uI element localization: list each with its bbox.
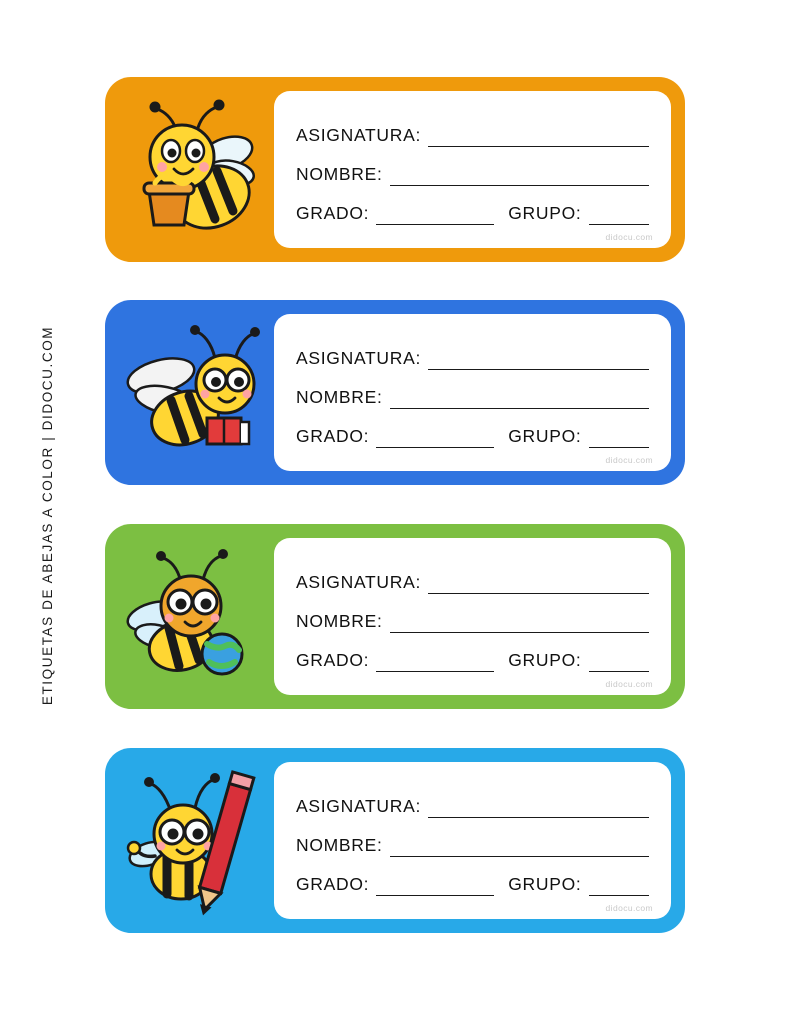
name-label: NOMBRE:	[296, 164, 383, 184]
watermark-text: didocu.com	[605, 903, 653, 913]
subject-field-row	[296, 121, 649, 147]
name-field-row	[296, 160, 649, 186]
grade-label: GRADO:	[296, 874, 370, 894]
grade-input-line[interactable]	[376, 879, 494, 896]
fields-zone-2	[274, 314, 671, 471]
group-input-line[interactable]	[589, 655, 650, 672]
name-input-line[interactable]	[390, 840, 649, 857]
name-field-row	[296, 831, 649, 857]
subject-field-row	[296, 792, 649, 818]
fields-zone-1	[274, 91, 671, 248]
label-card-2	[105, 300, 685, 485]
subject-label: ASIGNATURA:	[296, 796, 422, 816]
grade-input-line[interactable]	[376, 655, 494, 672]
group-input-line[interactable]	[589, 431, 650, 448]
watermark-text: didocu.com	[605, 455, 653, 465]
bee-with-glasses-and-book-icon	[119, 314, 274, 471]
name-input-line[interactable]	[390, 616, 649, 633]
grade-input-line[interactable]	[376, 431, 494, 448]
grade-label: GRADO:	[296, 203, 370, 223]
label-card-4	[105, 748, 685, 933]
subject-label: ASIGNATURA:	[296, 125, 422, 145]
name-field-row	[296, 383, 649, 409]
label-card-1	[105, 77, 685, 262]
subject-input-line[interactable]	[428, 801, 649, 818]
grade-input-line[interactable]	[376, 208, 494, 225]
grade-group-field-row	[296, 870, 649, 896]
bee-with-honey-pot-icon	[119, 91, 274, 248]
grade-group-field-row	[296, 422, 649, 448]
subject-input-line[interactable]	[428, 353, 649, 370]
group-label: GRUPO:	[508, 650, 582, 670]
bee-with-globe-icon	[119, 538, 274, 695]
grade-group-field-row	[296, 199, 649, 225]
group-label: GRUPO:	[508, 874, 582, 894]
subject-field-row	[296, 344, 649, 370]
group-input-line[interactable]	[589, 879, 650, 896]
grade-label: GRADO:	[296, 426, 370, 446]
subject-label: ASIGNATURA:	[296, 572, 422, 592]
label-card-3	[105, 524, 685, 709]
fields-zone-3	[274, 538, 671, 695]
name-input-line[interactable]	[390, 169, 649, 186]
name-label: NOMBRE:	[296, 387, 383, 407]
subject-input-line[interactable]	[428, 130, 649, 147]
group-label: GRUPO:	[508, 426, 582, 446]
grade-label: GRADO:	[296, 650, 370, 670]
group-label: GRUPO:	[508, 203, 582, 223]
group-input-line[interactable]	[589, 208, 650, 225]
watermark-text: didocu.com	[605, 232, 653, 242]
watermark-text: didocu.com	[605, 679, 653, 689]
name-field-row	[296, 607, 649, 633]
subject-field-row	[296, 568, 649, 594]
name-label: NOMBRE:	[296, 835, 383, 855]
subject-input-line[interactable]	[428, 577, 649, 594]
fields-zone-4	[274, 762, 671, 919]
sheet-side-caption	[34, 280, 62, 750]
name-input-line[interactable]	[390, 392, 649, 409]
sheet-side-caption-text: ETIQUETAS DE ABEJAS A COLOR | DIDOCU.COM	[40, 325, 56, 705]
name-label: NOMBRE:	[296, 611, 383, 631]
bee-with-pencil-icon	[119, 762, 274, 919]
grade-group-field-row	[296, 646, 649, 672]
subject-label: ASIGNATURA:	[296, 348, 422, 368]
